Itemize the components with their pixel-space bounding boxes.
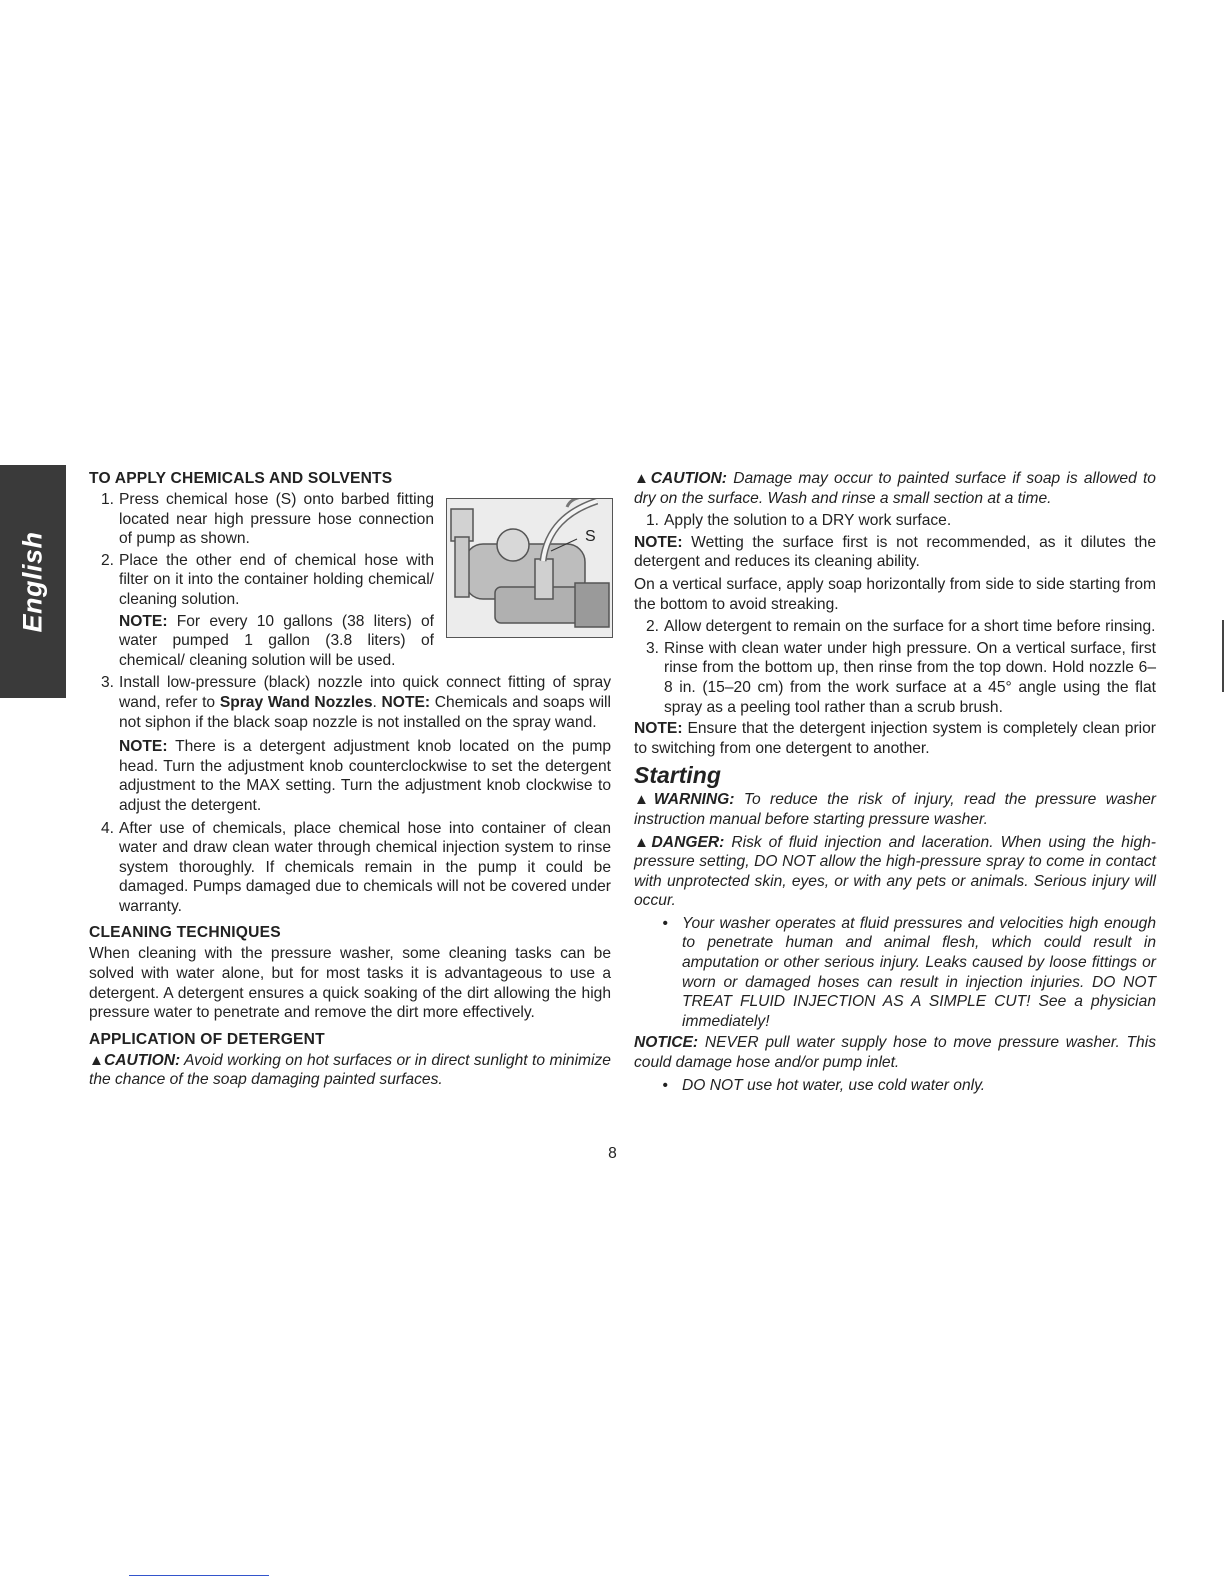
warning-triangle-icon: ▲ bbox=[634, 833, 652, 851]
step-number: 1. bbox=[100, 491, 114, 508]
note-label: NOTE: bbox=[119, 738, 168, 756]
warning-triangle-icon: ▲ bbox=[634, 791, 654, 809]
bullet-dot: • bbox=[662, 1076, 668, 1094]
step-text: Allow detergent to remain on the surface for a short time before rinsing. bbox=[664, 618, 1156, 636]
pump-illustration bbox=[447, 499, 612, 637]
bullet-text: DO NOT use hot water, use cold water only. bbox=[682, 1076, 986, 1094]
caution-label: CAUTION: bbox=[650, 470, 727, 487]
heading-cleaning-techniques: CLEANING TECHNIQUES bbox=[89, 924, 281, 942]
notice-paragraph bbox=[634, 1033, 1156, 1072]
vertical-surface-paragraph: On a vertical surface, apply soap horizontally from side to side starting from the bottom to avoid streaking. bbox=[634, 575, 1156, 613]
step-text-part: Install low-pressure (black) nozzle into quick connect fitting of spray wand, refer to bbox=[119, 674, 611, 711]
language-tab bbox=[0, 465, 66, 698]
warning-paragraph bbox=[634, 790, 1156, 829]
bullet-dot: • bbox=[662, 914, 668, 932]
bullet-item bbox=[634, 1076, 1156, 1096]
list-item bbox=[634, 617, 1156, 637]
caution-paragraph bbox=[634, 469, 1156, 508]
edge-rule bbox=[1222, 620, 1224, 692]
step-number: 1. bbox=[645, 512, 659, 530]
warning-triangle-icon: ▲ bbox=[89, 1051, 104, 1069]
bottom-link-underline bbox=[129, 1575, 269, 1576]
note-text: For every 10 gallons (38 liters) of water pumped 1 gallon (3.8 liters) of chemical/ cleaning solution will be used. bbox=[119, 612, 434, 669]
caution-label: CAUTION: bbox=[103, 1051, 181, 1069]
warning-label: WARNING: bbox=[653, 791, 735, 809]
heading-application-of-detergent: APPLICATION OF DETERGENT bbox=[89, 1030, 325, 1048]
note-paragraph bbox=[119, 737, 611, 815]
notice-label: NOTICE: bbox=[634, 1034, 699, 1052]
step-text: Apply the solution to a DRY work surface. bbox=[664, 512, 952, 530]
notice-text: NEVER pull water supply hose to move pressure washer. This could damage hose and/or pump inlet. bbox=[634, 1034, 1156, 1072]
list-item bbox=[634, 511, 1156, 531]
warning-text: To reduce the risk of injury, read the pressure washer instruction manual before starting pressure washer. bbox=[634, 791, 1156, 828]
figure-callout-s: S bbox=[585, 528, 596, 545]
bullet-text: Your washer operates at fluid pressures and velocities high enough to penetrate human and animal flesh, which could result in amputation or other serious injury. Leaks caused by loose fittings or worn or damaged hoses can result in injection injuries. DO NOT TREAT FLUID INJECTION AS A SIMPLE CUT! See a physician immediately! bbox=[682, 914, 1156, 1030]
step-text-part: . bbox=[372, 693, 382, 711]
step-text: Place the other end of chemical hose with filter on it into the container holding chemical/ cleaning solution. bbox=[119, 551, 434, 608]
step-number: 3. bbox=[100, 674, 114, 692]
note-paragraph bbox=[634, 719, 1156, 758]
bullet-item bbox=[634, 914, 1156, 1032]
page-number: 8 bbox=[608, 1145, 617, 1162]
list-item bbox=[89, 819, 611, 917]
list-item bbox=[89, 673, 611, 732]
note-text: There is a detergent adjustment knob located on the pump head. Turn the adjustment knob counterclockwise to set the detergent adjustment to the MAX setting. Turn the adjustment knob clockwise to adjust the detergent. bbox=[119, 738, 611, 814]
step-number: 2. bbox=[100, 551, 114, 569]
step-text: Press chemical hose (S) onto barbed fitting located near high pressure hose connection of pump as shown. bbox=[119, 491, 434, 548]
step-number: 3. bbox=[645, 639, 659, 657]
step-text bbox=[119, 673, 611, 732]
note-paragraph bbox=[634, 533, 1156, 572]
note-label: NOTE: bbox=[119, 612, 168, 630]
list-item bbox=[634, 639, 1156, 717]
right-column bbox=[634, 469, 1156, 1097]
danger-label: DANGER: bbox=[651, 833, 725, 851]
warning-triangle-icon: ▲ bbox=[634, 470, 651, 487]
note-paragraph bbox=[119, 612, 434, 671]
note-label: NOTE: bbox=[634, 533, 683, 551]
pump-hose-figure bbox=[446, 498, 613, 638]
step-text: After use of chemicals, place chemical hose into container of clean water and draw clean water through chemical injection system to rinse system thoroughly. If chemicals remain in the pump it could be damaged. Pumps damaged due to chemicals will not be covered under warranty. bbox=[119, 819, 611, 915]
caution-paragraph bbox=[89, 1051, 611, 1090]
step-text-part: Chemicals and soaps will not siphon if the black soap nozzle is not installed on the spray wand. bbox=[119, 693, 611, 731]
step-number: 2. bbox=[645, 618, 659, 636]
cleaning-paragraph: When cleaning with the pressure washer, some cleaning tasks can be solved with water alone, but for most tasks it is advantageous to use a detergent. A detergent ensures a quick soaking of the dirt allowing the high pressure water to penetrate and remove the dirt more effectively. bbox=[89, 945, 611, 1022]
note-label: NOTE: bbox=[634, 720, 683, 738]
spray-wand-nozzles-ref: Spray Wand Nozzles bbox=[219, 693, 373, 711]
step-number: 4. bbox=[100, 819, 114, 837]
heading-apply-chemicals: TO APPLY CHEMICALS AND SOLVENTS bbox=[89, 470, 393, 487]
list-item bbox=[89, 551, 434, 610]
list-item bbox=[89, 490, 434, 549]
heading-starting: Starting bbox=[634, 762, 721, 789]
language-tab-label: English bbox=[17, 530, 48, 633]
step-text: Rinse with clean water under high pressure. On a vertical surface, first rinse from the bottom up, then rinse from the top down. Hold nozzle 6–8 in. (15–20 cm) from the work surface at a 45° angle using the flat spray as a peeling tool rather than a scrub brush. bbox=[664, 639, 1156, 716]
danger-paragraph bbox=[634, 833, 1156, 911]
note-label: NOTE: bbox=[381, 693, 431, 711]
note-text: Ensure that the detergent injection system is completely clean prior to switching from one detergent to another. bbox=[634, 720, 1156, 757]
caution-text: Damage may occur to painted surface if soap is allowed to dry on the surface. Wash and rinse a small section at a time. bbox=[634, 470, 1156, 507]
danger-text: Risk of fluid injection and laceration. When using the high-pressure setting, DO NOT allow the high-pressure spray to come in contact with unprotected skin, eyes, or with any pets or animals. Serious injury will occur. bbox=[634, 833, 1156, 910]
note-text: Wetting the surface first is not recommended, as it dilutes the detergent and reduces its cleaning ability. bbox=[634, 533, 1156, 571]
caution-text: Avoid working on hot surfaces or in direct sunlight to minimize the chance of the soap damaging painted surfaces. bbox=[89, 1051, 611, 1089]
